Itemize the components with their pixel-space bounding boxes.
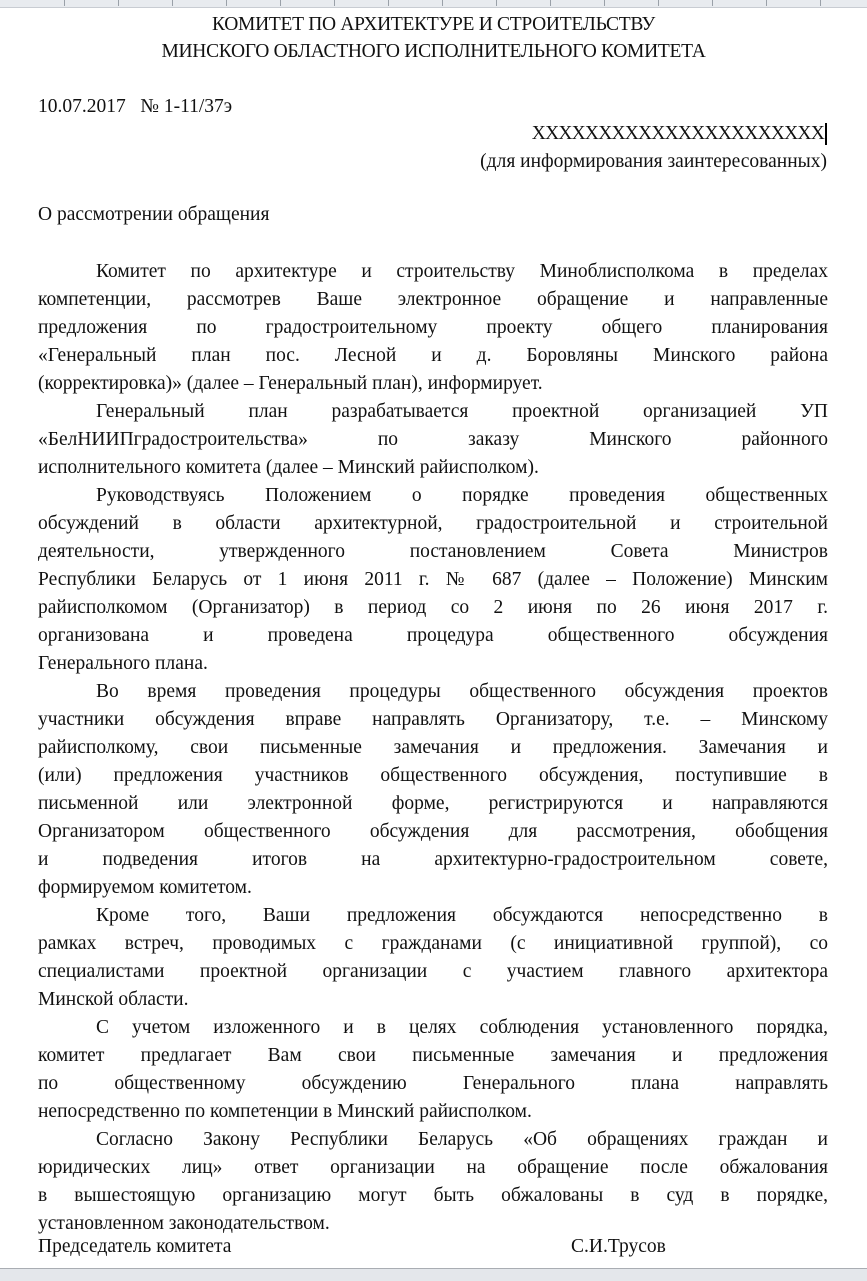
paragraph-line: (корректировка)» (далее – Генеральный план), информирует.	[38, 373, 543, 394]
paragraph	[38, 1126, 828, 1238]
paragraph	[38, 1014, 828, 1126]
paragraph-line: С учетом изложенного и в целях соблюдения установленного порядка,	[96, 1017, 828, 1038]
paragraph-line: райисполкомом (Организатор) в период со 2 июня по 26 июня 2017 г.	[38, 597, 828, 618]
paragraph-line: предложения по градостроительному проекту общего планирования	[38, 317, 828, 338]
addressee-note: (для информирования заинтересованных)	[480, 151, 827, 172]
paragraph-line: в вышестоящую организацию могут быть обжалованы в суд в порядке,	[38, 1185, 828, 1206]
paragraph-line: рамках встреч, проводимых с гражданами (с инициативной группой), со	[38, 933, 828, 954]
letter-body	[38, 258, 828, 1238]
subject: О рассмотрении обращения	[38, 204, 270, 225]
paragraph	[38, 902, 828, 1014]
paragraph-line: организована и проведена процедура общественного обсуждения	[38, 625, 828, 646]
paragraph-line: деятельности, утвержденного постановлением Совета Министров	[38, 541, 828, 562]
date-number: 10.07.2017 № 1-11/37э	[38, 96, 233, 117]
paragraph-line: Минской области.	[38, 989, 189, 1010]
status-bar	[0, 1268, 867, 1281]
paragraph-line: специалистами проектной организации с участием главного архитектора	[38, 961, 828, 982]
paragraph	[38, 678, 828, 902]
paragraph	[38, 398, 828, 482]
paragraph-line: райисполкому, свои письменные замечания и предложения. Замечания и	[38, 737, 828, 758]
paragraph-line: Республики Беларусь от 1 июня 2011 г. № 687 (далее – Положение) Минским	[38, 569, 828, 590]
paragraph-line: компетенции, рассмотрев Ваше электронное обращение и направленные	[38, 289, 828, 310]
paragraph-line: Генерального плана.	[38, 653, 208, 674]
paragraph-line: Организатором общественного обсуждения для рассмотрения, обобщения	[38, 821, 828, 842]
paragraph-line: письменной или электронной форме, регистрируются и направляются	[38, 793, 828, 814]
signature-position: Председатель комитета	[38, 1236, 232, 1257]
paragraph-line: (или) предложения участников общественного обсуждения, поступившие в	[38, 765, 828, 786]
paragraph-line: юридических лиц» ответ организации на обращение после обжалования	[38, 1157, 828, 1178]
header-line-1: КОМИТЕТ ПО АРХИТЕКТУРЕ И СТРОИТЕЛЬСТВУ	[212, 14, 655, 35]
paragraph-line: непосредственно по компетенции в Минский райисполком.	[38, 1101, 532, 1122]
paragraph-line: и подведения итогов на архитектурно-градостроительном совете,	[38, 849, 828, 870]
paragraph-line: Генеральный план разрабатывается проектной организацией УП	[96, 401, 828, 422]
paragraph-line: комитет предлагает Вам свои письменные замечания и предложения	[38, 1045, 828, 1066]
signature-name: С.И.Трусов	[571, 1236, 666, 1257]
paragraph-line: Комитет по архитектуре и строительству Миноблисполкома в пределах	[96, 261, 828, 282]
paragraph-line: «Генеральный план пос. Лесной и д. Боровляны Минского района	[38, 345, 828, 366]
paragraph	[38, 482, 828, 678]
paragraph-line: участники обсуждения вправе направлять Организатору, т.е. – Минскому	[38, 709, 828, 730]
addressee[interactable]: XXXXXXXXXXXXXXXXXXXXXX	[532, 123, 827, 145]
paragraph-line: Руководствуясь Положением о порядке проведения общественных	[96, 485, 828, 506]
paragraph-line: установленном законодательством.	[38, 1213, 330, 1234]
paragraph	[38, 258, 828, 398]
paragraph-line: формируемом комитетом.	[38, 877, 252, 898]
paragraph-line: исполнительного комитета (далее – Минский райисполком).	[38, 457, 539, 478]
paragraph-line: Во время проведения процедуры общественного обсуждения проектов	[96, 681, 828, 702]
paragraph-line: обсуждений в области архитектурной, градостроительной и строительной	[38, 513, 828, 534]
paragraph-line: Кроме того, Ваши предложения обсуждаются непосредственно в	[96, 905, 828, 926]
paragraph-line: по общественному обсуждению Генерального плана направлять	[38, 1073, 828, 1094]
header-line-2: МИНСКОГО ОБЛАСТНОГО ИСПОЛНИТЕЛЬНОГО КОМИТЕТА	[161, 41, 706, 62]
paragraph-line: «БелНИИПградостроительства» по заказу Минского районного	[38, 429, 828, 450]
paragraph-line: Согласно Закону Республики Беларусь «Об обращениях граждан и	[96, 1129, 828, 1150]
document-ruler[interactable]	[0, 0, 867, 8]
